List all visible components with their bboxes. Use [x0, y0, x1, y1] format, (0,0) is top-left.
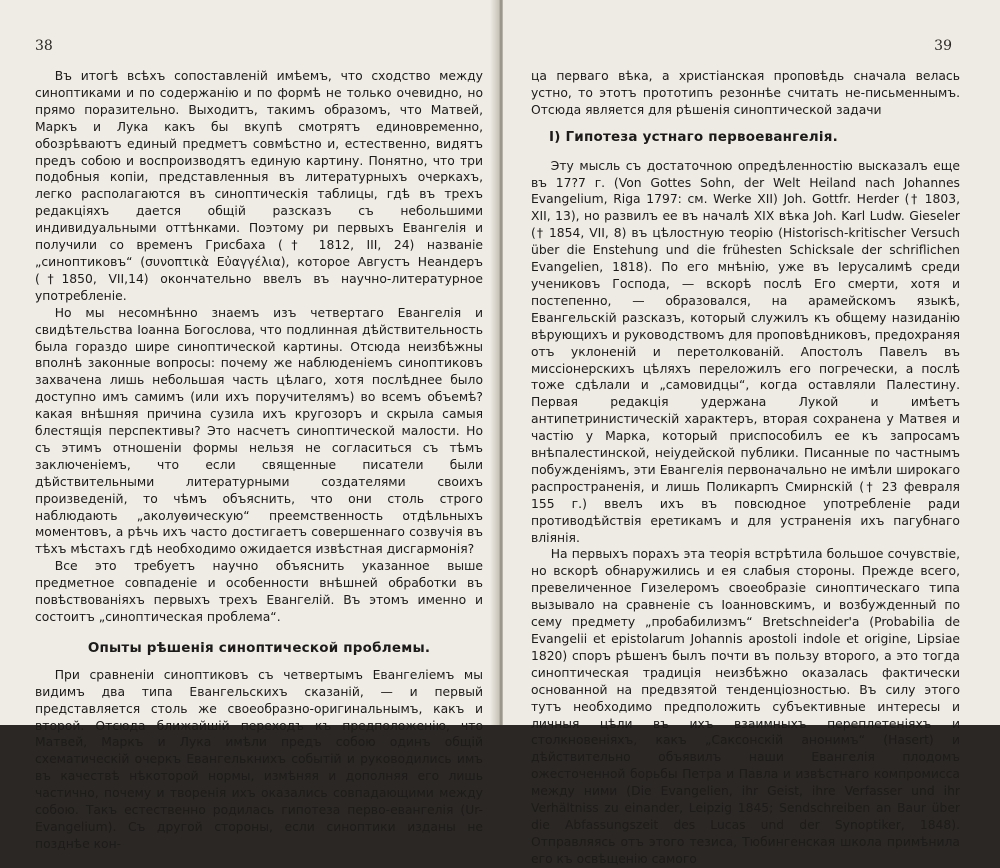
paragraph: На первыхъ порахъ эта теорія встрѣтила большое сочувствіе, но вскорѣ обнаружились и ея слабыя стороны. Прежде всего, превеличенное Гизелеромъ своеобразіе синоптическаго типа вызывало на сравненіе съ Іоанновскимъ, и возбужденный по сему предмету „пробабилизмъ“ Bretschneider'a (Probabilia de Evangelii et epistolarum Johannis apostoli indole et origine, Lipsiae 1820) споръ рѣшенъ былъ почти въ пользу второго, а это тогда синоптическая традиція неизбѣжно оказалась фактически основанной на предвзятой тенденціозностью. Въ силу этого тутъ необходимо предположить субъективные интересы и личныя цѣли въ ихъ взаимныхъ переплетеніяхъ и столкновеніяхъ, какъ „Саксонскій анонимъ“ (Hasert) и дѣйствительно объявилъ наши Евангелія плодомъ ожесточенной борьбы Петра и Павла и извѣстнаго компромисса между ними (Die Evangelien, ihr Geist, ihre Verfasser und ihr Verhältniss zu einander, Leipzig 1845; Sendschreiben an Baur über die Abfassungszeit des Lucas und der Synoptiker, 1848). Отправляясь отъ этого тезиса, Тюбингенская школа примѣнила его къ освѣщенію самого	[531, 547, 960, 866]
section-heading: I) Гипотеза устнаго первоевангелія.	[549, 128, 838, 145]
right-page	[503, 0, 1000, 866]
page-number-left: 38	[35, 38, 53, 54]
paragraph: ца перваго вѣка, а христіанская проповѣдь сначала велась устно, то этотъ прототипъ резоннѣе считать не-письменнымъ. Отсюда является для рѣшенія синоптической задачи	[531, 69, 960, 117]
section-heading: Опыты рѣшенія синоптической проблемы.	[87, 639, 431, 656]
paragraph: Все это требуетъ научно объяснить указанное выше предметное совпаденіе и особенности внѣшней обработки въ повѣствованіяхъ первыхъ трехъ Евангелій. Въ этомъ именно и состоитъ „синоптическая проблема“.	[35, 559, 483, 624]
left-page	[0, 0, 497, 851]
paragraph: При сравненіи синоптиковъ съ четвертымъ Евангеліемъ мы видимъ два типа Евангельскихъ сказаній, — и первый представляется столь же своеобразно-оригинальнымъ, какъ и второй. Отсюда ближайшій переходъ къ предположенію, что Матвей, Маркъ и Лука имѣли предъ собою одинъ общій схематическій очеркъ Евангелькнихъ событій и руководились имъ въ качествѣ нѣкоторой нормы, измѣняя и дополняя его лишь частично, почему и творенія ихъ оказались совпадающими между собою. Такъ естественно родилась гипотеза перво-евангелія (Ur-Evangelium). Съ другой стороны, если синоптики изданы не позднѣе кон-	[35, 667, 483, 851]
paragraph: Но мы несомнѣнно знаемъ изъ четвертаго Евангелія и свидѣтельства Іоанна Богослова, что подлинная дѣйствительность была гораздо шире синоптической картины. Отсюда неизбѣжны вполнѣ законные вопросы: почему же наблюденіемъ синоптиковъ захвачена лишь небольшая часть цѣлаго, хотя послѣднее было доступно имъ самимъ (или ихъ поручителямъ) во всемъ объемѣ? какая внѣшняя причина сузила ихъ кругозоръ и скрыла самыя блестящія перспективы? Это насчетъ синоптической малости. Но съ этимъ отношеніи формы нельзя не согласиться съ тѣмъ заключеніемъ, что если священные писатели были дѣйствительными литературными создателями своихъ произведеній, то чѣмъ объяснить, что они столь строго наблюдають „аколуѳическую“ преемственность отдѣльныхъ моментовъ, а рѣчь ихъ часто достигаетъ совершеннаго созвучія въ тѣхъ мѣстахъ гдѣ необходимо ожидается извѣстная дисгармонія?	[35, 305, 483, 557]
left-page-text	[35, 68, 483, 853]
paragraph: Въ итогѣ всѣхъ сопоставленій имѣемъ, что сходство между синоптиками и по содержанію и по формѣ не только очевидно, но прямо поразительно. Выходитъ, такимъ образомъ, что Матвей, Маркъ и Лука какъ бы вкупѣ смотрятъ единовременно, обозрѣваютъ единый предметъ совмѣстно и, естественно, видятъ предъ собою и воспроизводятъ единую картину. Понятно, что три подобныя копіи, представленныя въ литературныхъ очеркахъ, легко располагаются въ синоптическія таблицы, гдѣ въ трехъ редакціяхъ дается общій разсказъ съ небольшими индивидуальными оттѣнками. Поэтому ри первыхъ Евангелія и получили со временъ Грисбаха († 1812, III, 24) названіе „синоптиковъ“ (συνοπτικὰ Εὐαγγέλια), которое Августъ Неандеръ (†1850, VII,14) окончательно ввелъ въ научно-литературное употребленіе.	[35, 69, 483, 303]
page-number-right: 39	[934, 38, 952, 54]
right-page-text	[531, 68, 960, 868]
paragraph: Эту мысль съ достаточною опредѣленностію высказалъ еще въ 17?7 г. (Von Gottes Sohn, der Welt Heiland nach Johannes Evangelium, Riga 1797: см. Werke XII) Joh. Gottfr. Herder († 1803, XII, 13), но развилъ ее въ началѣ XIX вѣка Joh. Karl Ludw. Gieseler († 1854, VII, 8) въ цѣлостную теорію (Historisch-kritischer Versuch über die Enstehung und die frühesten Schicksale der schriflichen Evangelien, 1818). По его мнѣнію, уже въ Іерусалимѣ среди учениковъ Господа, — вскорѣ послѣ Его смерти, хотя и постепенно, — образовался, на арамейскомъ языкѣ, Евангельскій разсказъ, который служилъ къ общему назиданію вѣрующихъ и руководствомъ для проповѣдниковъ, предохраняя отъ уклоненій и перетолкованій. Апостолъ Павелъ въ миссіонерскихъ цѣляхъ переложилъ его погречески, а послѣ тоже сдѣлали и „самовидцы“, когда оставляли Палестину. Первая редакція удержана Лукой и имѣетъ антипетринистическій характеръ, вторая сохранена у Матвея и частію у Марка, который приспособилъ ее къ запросамъ внѣпалестинской, неіудейской публики. Писанные по частнымъ побужденіямъ, эти Евангелія первоначально не имѣли широкаго распространенія, и лишь Поликарпъ Смирнскій († 23 февраля 155 г.) ввелъ ихъ въ повсюдное употребленіе ради противодѣйствія еретикамъ и для устраненія ихъ пагубнаго вліянія.	[531, 158, 960, 545]
